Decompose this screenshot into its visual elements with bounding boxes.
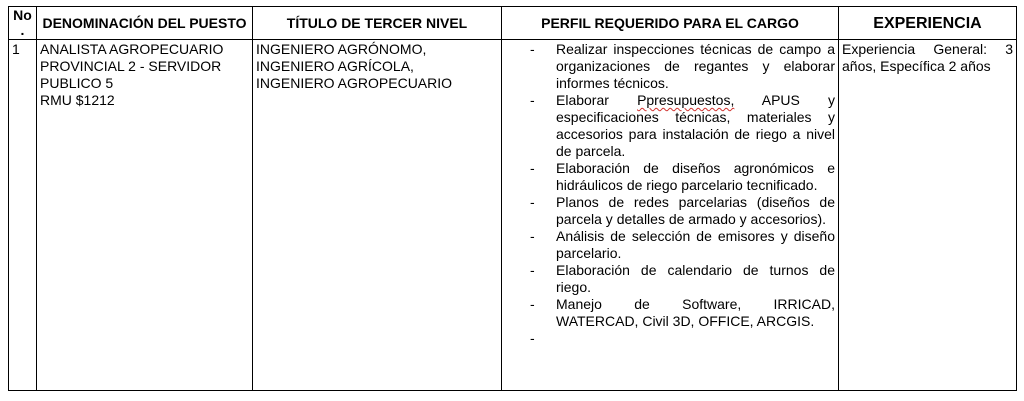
perfil-item: - Análisis de selección de emisores y diseño parcelario. xyxy=(530,228,835,262)
perfil-item: - Realizar inspecciones técnicas de campo a organizaciones de regantes y elaborar informes técnicos. xyxy=(530,41,835,92)
cell-experiencia: Experiencia General: 3 años, Específica 2 años xyxy=(839,40,1017,391)
perfil-item: - Manejo de Software, IRRICAD, WATERCAD, Civil 3D, OFFICE, ARCGIS. xyxy=(530,296,835,330)
cell-no: 1 xyxy=(9,40,37,391)
denominacion-line: PUBLICO 5 xyxy=(40,75,114,91)
perfil-item: - Planos de redes parcelarias (diseños de parcela y detalles de armado y accesorios). xyxy=(530,194,835,228)
header-perfil: PERFIL REQUERIDO PARA EL CARGO xyxy=(502,7,839,40)
denominacion-line: RMU $1212 xyxy=(40,92,115,108)
titulo-line: INGENIERO AGRÍCOLA, xyxy=(256,58,414,74)
cell-denominacion xyxy=(37,40,253,391)
perfil-list xyxy=(505,41,835,347)
perfil-item: - Elaboración de calendario de turnos de riego. xyxy=(530,262,835,296)
table-row xyxy=(9,40,1017,391)
denominacion-line: PROVINCIAL 2 - SERVIDOR xyxy=(40,58,222,74)
cell-titulo xyxy=(253,40,502,391)
cell-perfil xyxy=(502,40,839,391)
denominacion-line: ANALISTA AGROPECUARIO xyxy=(40,41,224,57)
titulo-line: INGENIERO AGRÓNOMO, xyxy=(256,41,427,57)
perfil-item-text: APUS y especificaciones técnicas, materiales y accesorios para instalación de riego a nivel de parcela. xyxy=(556,92,835,159)
header-no: No . xyxy=(9,7,37,40)
titulo-line: INGENIERO AGROPECUARIO xyxy=(256,75,453,91)
perfil-item: - Elaboración de diseños agronómicos e hidráulicos de riego parcelario tecnificado. xyxy=(530,160,835,194)
header-denominacion: DENOMINACIÓN DEL PUESTO xyxy=(37,7,253,40)
perfil-item-text: Elaborar xyxy=(556,92,638,108)
perfil-item-empty xyxy=(530,330,835,347)
misspelled-word: Ppresupuestos, xyxy=(637,92,735,108)
header-titulo: TÍTULO DE TERCER NIVEL xyxy=(253,7,502,40)
header-experiencia: EXPERIENCIA xyxy=(839,7,1017,40)
header-row xyxy=(9,7,1017,40)
perfil-item xyxy=(530,92,835,160)
job-profile-table xyxy=(8,6,1017,391)
